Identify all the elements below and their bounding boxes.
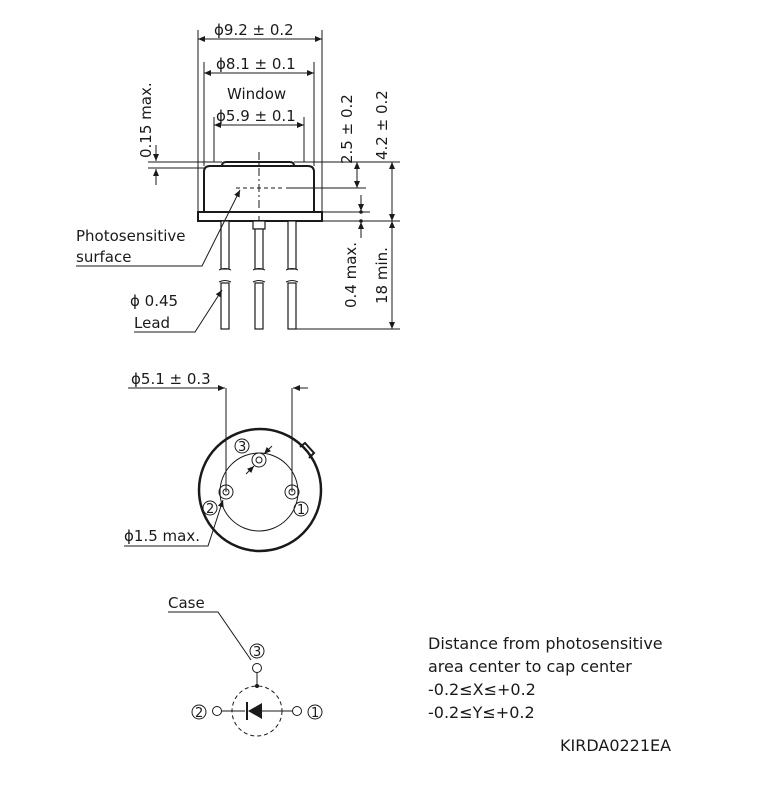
bottom-header-circle: [220, 453, 298, 531]
side-view: [76, 21, 400, 332]
pin-3-number: 3: [238, 440, 247, 455]
note-line-1: Distance from photosensitive: [428, 634, 663, 653]
dim-cap-outer: ϕ9.2 ± 0.2: [214, 21, 294, 39]
lead-right-lower: [288, 283, 296, 329]
dim-pin-circle: ϕ5.1 ± 0.3: [131, 370, 211, 388]
schematic-pin-2-number: 2: [195, 706, 204, 721]
drawing-code: KIRDA0221EA: [560, 736, 672, 755]
schematic: [168, 594, 322, 736]
bottom-flange-circle: [199, 429, 321, 551]
pin-1-number: 1: [297, 503, 306, 518]
dim-cap-height: 4.2 ± 0.2: [373, 90, 391, 160]
photosensitive-label-line2: surface: [76, 248, 132, 266]
notes: [428, 634, 671, 755]
window-label: Window: [227, 85, 287, 103]
dim-window: ϕ5.9 ± 0.1: [216, 107, 296, 125]
lead-left-lower: [221, 283, 229, 329]
dim-cap-inner: ϕ8.1 ± 0.1: [216, 55, 296, 73]
lead-mid-upper: [255, 229, 263, 269]
lead-mid-lower: [255, 283, 263, 329]
dim-window-height: 2.5 ± 0.2: [338, 94, 356, 164]
note-line-2: area center to cap center: [428, 657, 632, 676]
flange: [198, 212, 322, 221]
lead-label: Lead: [134, 314, 171, 332]
dim-lead-length: 18 min.: [373, 247, 391, 304]
lead-right-upper: [288, 221, 296, 269]
note-line-4: -0.2≤Y≤+0.2: [428, 703, 535, 722]
photodiode-symbol: [248, 703, 262, 719]
case-pin-stub: [253, 221, 265, 229]
dim-pin-dia: ϕ1.5 max.: [124, 527, 200, 545]
schematic-pin-1-number: 1: [311, 706, 320, 721]
pin-3-hole: [252, 453, 266, 467]
case-label: Case: [168, 594, 205, 612]
note-line-3: -0.2≤X≤+0.2: [428, 680, 536, 699]
lead-left-upper: [221, 221, 229, 269]
dim-top-thickness: 0.15 max.: [137, 82, 155, 158]
schematic-pin-3-number: 3: [253, 645, 262, 660]
dim-flange: 0.4 max.: [342, 241, 360, 308]
photosensitive-label-line1: Photosensitive: [76, 227, 186, 245]
bottom-view: [124, 370, 321, 551]
lead-diameter: ϕ 0.45: [130, 292, 179, 310]
pin-2-number: 2: [206, 502, 215, 517]
